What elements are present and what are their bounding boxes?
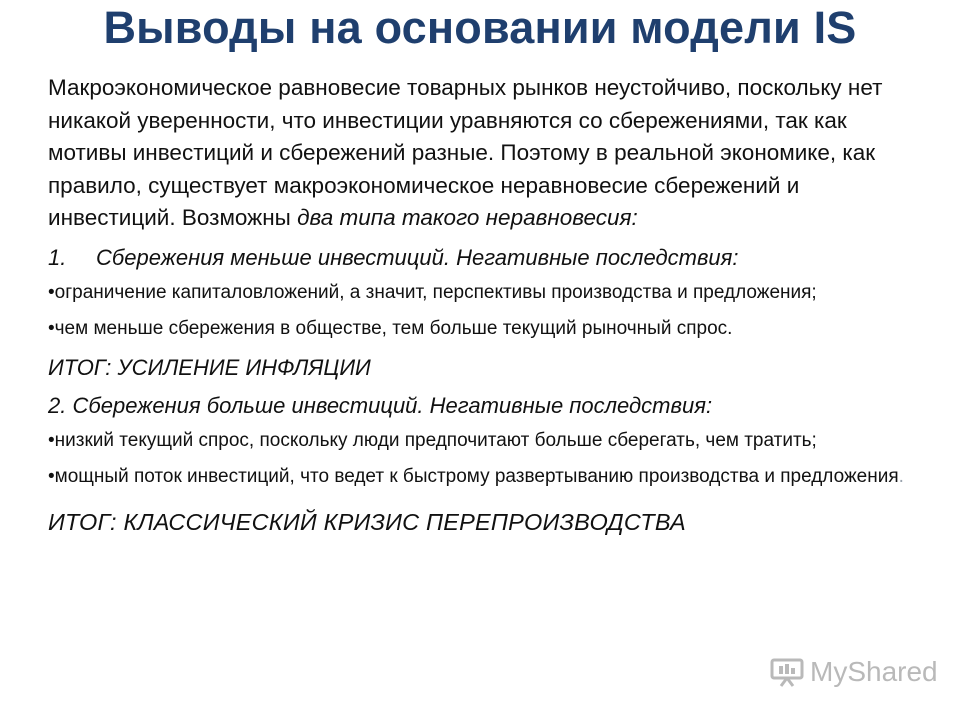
presentation-icon <box>770 657 804 687</box>
case1-bullet-2-text: чем меньше сбережения в обществе, тем больше текущий рыночный спрос. <box>54 317 733 339</box>
case1-bullet-2 <box>48 313 928 345</box>
watermark <box>770 656 938 688</box>
case1-result: ИТОГ: УСИЛЕНИЕ ИНФЛЯЦИИ <box>48 354 371 380</box>
case2-result: ИТОГ: КЛАССИЧЕСКИЙ КРИЗИС ПЕРЕПРОИЗВОДСТВА <box>48 508 686 535</box>
bullet-icon: • <box>48 281 55 303</box>
slide-body <box>48 72 928 537</box>
bullet-icon: • <box>48 465 55 487</box>
intro-paragraph <box>48 72 928 235</box>
case1-bullet-1-text: ограничение капиталовложений, а значит, перспективы производства и предложения; <box>54 281 817 303</box>
case2-heading: 2. Сбережения больше инвестиций. Негативные последствия: <box>48 392 713 418</box>
case2-bullet-2-period: . <box>898 465 904 487</box>
case2-bullet-1-text: низкий текущий спрос, поскольку люди предпочитают больше сберегать, чем тратить; <box>54 429 817 451</box>
case1-number: 1. <box>48 244 67 270</box>
intro-text: Макроэкономическое равновесие товарных рынков неустойчиво, поскольку нет никакой уверенности, что инвестиции уравняются со сбережениями, так как мотивы инвестиций и сбережений разные. Поэтому в реальной экономике, как правило, существует макроэкономическое неравновесие сбережений и инвестиций. Возможны <box>48 75 883 231</box>
intro-italic-text: два типа такого неравновесия: <box>297 205 638 231</box>
case2-bullet-2 <box>48 461 928 493</box>
case2-bullet-2-text: мощный поток инвестиций, что ведет к быстрому развертыванию производства и предложения <box>54 465 899 487</box>
bullet-icon: • <box>48 429 55 451</box>
bullet-icon: • <box>48 317 55 339</box>
watermark-text: MyShared <box>810 656 938 687</box>
case1-heading-text: Сбережения меньше инвестиций. Негативные последствия: <box>96 244 739 270</box>
case2-bullet-1 <box>48 425 928 457</box>
slide-title: Выводы на основании модели IS <box>103 2 857 53</box>
case1-bullet-1 <box>48 277 928 309</box>
case1-heading <box>48 243 928 273</box>
